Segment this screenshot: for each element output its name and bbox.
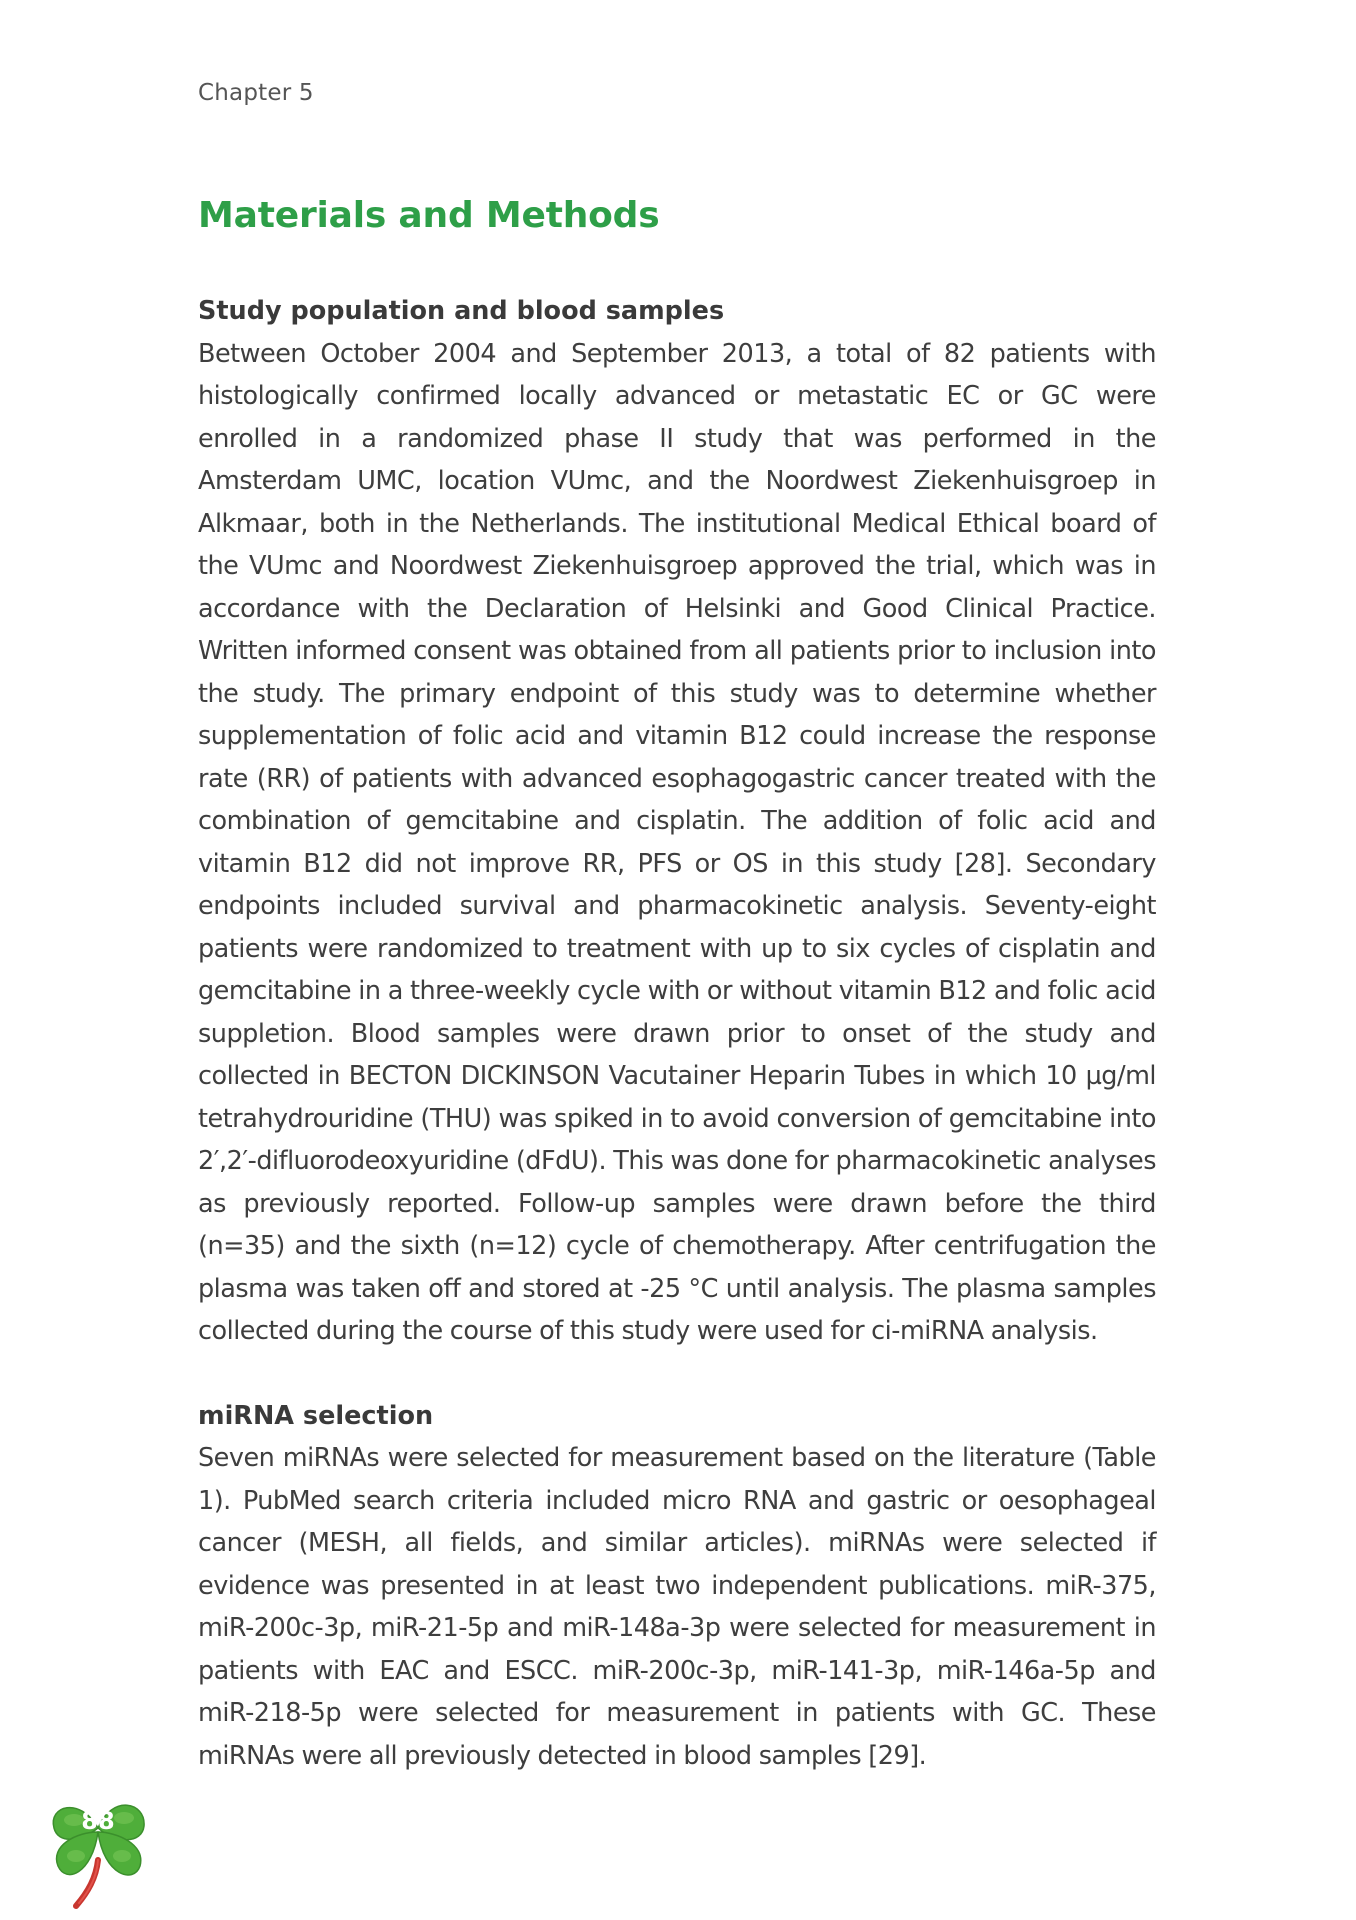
subheading-study-population: Study population and blood samples bbox=[198, 296, 725, 326]
section-title: Materials and Methods bbox=[198, 195, 660, 236]
running-head: Chapter 5 bbox=[198, 80, 314, 106]
subheading-mirna-selection: miRNA selection bbox=[198, 1400, 434, 1431]
page-content bbox=[198, 190, 1156, 1777]
paragraph-mirna-selection: Seven miRNAs were selected for measurement based on the literature (Table 1). PubMed search criteria included micro RNA and gastric or oesophageal cancer (MESH, all fields, and similar articles). miRNAs were selected if evidence was presented in at least two independent publications. miR-375, miR-200c-3p, miR-21-5p and miR-148a-3p were selected for measurement in patients with EAC and ESCC. miR-200c-3p, miR-141-3p, miR-146a-5p and miR-218-5p were selected for measurement in patients with GC. These miRNAs were all previously detected in blood samples [29]. bbox=[198, 1443, 1156, 1771]
page-number: 88 bbox=[81, 1807, 115, 1835]
page-number-badge bbox=[46, 1788, 152, 1912]
paragraph-study-population: Between October 2004 and September 2013, a total of 82 patients with histologically confirmed locally advanced or metastatic EC or GC were enrolled in a randomized phase II study that was performed in the Amsterdam UMC, location VUmc, and the Noordwest Ziekenhuisgroep in Alkmaar, both in the Netherlands. The institutional Medical Ethical board of the VUmc and Noordwest Ziekenhuisgroep approved the trial, which was in accordance with the Declaration of Helsinki and Good Clinical Practice. Written informed consent was obtained from all patients prior to inclusion into the study. The primary endpoint of this study was to determine whether supplementation of folic acid and vitamin B12 could increase the response rate (RR) of patients with advanced esophagogastric cancer treated with the combination of gemcitabine and cisplatin. The addition of folic acid and vitamin B12 did not improve RR, PFS or OS in this study [28]. Secondary endpoints included survival and pharmacokinetic analysis. Seventy-eight patients were randomized to treatment with up to six cycles of cisplatin and gemcitabine in a three-weekly cycle with or without vitamin B12 and folic acid suppletion. Blood samples were drawn prior to onset of the study and collected in BECTON DICKINSON Vacutainer Heparin Tubes in which 10 µg/ml tetrahydrouridine (THU) was spiked in to avoid conversion of gemcitabine into 2′,2′-difluorodeoxyuridine (dFdU). This was done for pharmacokinetic analyses as previously reported. Follow-up samples were drawn before the third (n=35) and the sixth (n=12) cycle of chemotherapy. After centrifugation the plasma was taken off and stored at -25 °C until analysis. The plasma samples collected during the course of this study were used for ci-miRNA analysis. bbox=[198, 338, 1156, 1346]
